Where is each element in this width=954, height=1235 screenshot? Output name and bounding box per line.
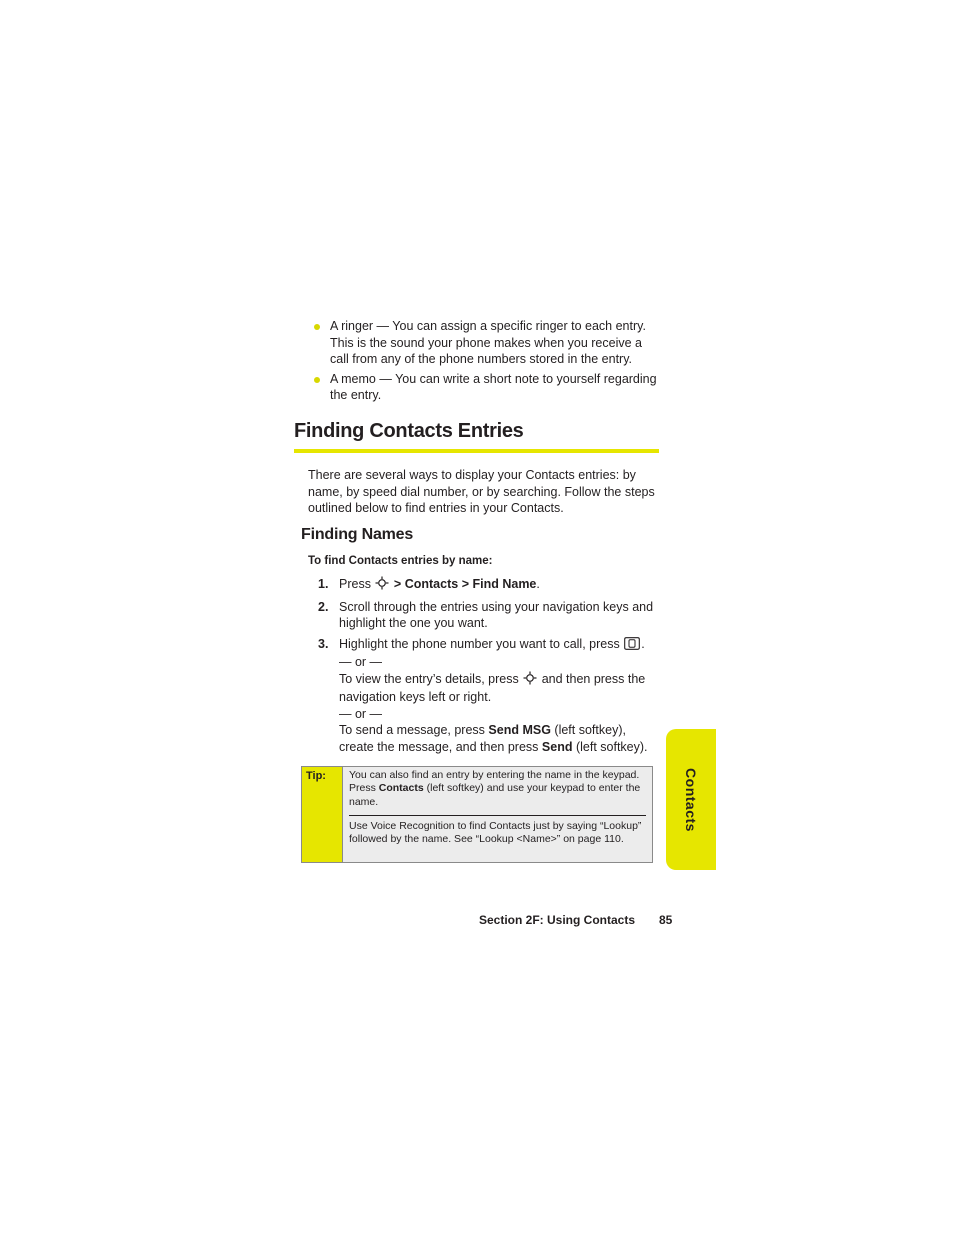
or-separator: — or — xyxy=(339,706,383,721)
page-number: 85 xyxy=(659,913,673,927)
section-title: Finding Contacts Entries xyxy=(294,420,659,453)
step-1 xyxy=(318,576,663,595)
softkey-contacts: Contacts xyxy=(378,782,424,795)
menu-separator: > xyxy=(393,577,402,591)
tip-body xyxy=(343,767,652,862)
softkey-send-msg: Send MSG xyxy=(488,723,551,737)
bullet-list xyxy=(312,318,662,407)
bullet-text: A memo — You can write a short note to yourself regarding the entry. xyxy=(330,371,657,402)
nav-key-icon xyxy=(375,576,389,595)
step-number: 1. xyxy=(318,577,329,591)
nav-key-icon xyxy=(523,671,537,690)
tip-divider xyxy=(349,815,646,816)
subsection-title: Finding Names xyxy=(301,526,414,543)
step-text: (left softkey), create the message, and then press xyxy=(339,723,626,754)
or-separator: — or — xyxy=(339,655,383,669)
bullet-item xyxy=(312,318,662,368)
step-text: . xyxy=(641,636,645,651)
bullet-text: A ringer — You can assign a specific ringer to each entry. This is the sound your phone makes when you receive a call from any of the phone numbers stored in the entry. xyxy=(330,319,646,366)
tip-text: (left softkey) and use your keypad to enter the name. xyxy=(349,782,641,808)
step-text: Highlight the phone number you want to call, press xyxy=(339,636,620,651)
step-text: . xyxy=(536,577,540,591)
tip-label: Tip: xyxy=(302,767,343,862)
step-3 xyxy=(318,636,663,756)
step-text: Press xyxy=(339,577,371,591)
side-tab-label: Contacts xyxy=(683,767,699,832)
bullet-icon xyxy=(314,377,320,383)
footer-section: Section 2F: Using Contacts xyxy=(479,913,636,927)
tip-paragraph xyxy=(349,820,646,851)
menu-item-find-name: Find Name xyxy=(472,577,537,591)
tip-box xyxy=(301,766,653,863)
step-text: Scroll through the entries using your navigation keys and highlight the one you want. xyxy=(339,599,654,630)
step-text: To send a message, press xyxy=(339,723,485,737)
side-tab xyxy=(666,729,716,870)
tip-text: Use Voice Recognition to find Contacts just by saying “Lookup” followed by the name. See “Lookup <Name>” on page 110. xyxy=(349,819,642,846)
procedure-title: To find Contacts entries by name: xyxy=(308,555,493,567)
tip-text: You can also find an entry by entering the name in the keypad. Press xyxy=(349,769,640,795)
step-number: 3. xyxy=(318,636,329,651)
section-intro: There are several ways to display your Contacts entries: by name, by speed dial number, or by searching. Follow the steps outlined below to find entries in your Contacts. xyxy=(308,468,655,515)
softkey-send: Send xyxy=(541,739,573,754)
menu-item-contacts: Contacts xyxy=(404,577,459,591)
bullet-item xyxy=(312,371,662,404)
step-text: (left softkey). xyxy=(575,739,648,754)
step-text: To view the entry’s details, press xyxy=(339,671,519,686)
tip-paragraph xyxy=(349,769,646,813)
bullet-icon xyxy=(314,324,320,330)
step-list xyxy=(318,576,663,759)
step-2 xyxy=(318,599,663,632)
talk-key-icon xyxy=(624,637,640,655)
step-number: 2. xyxy=(318,599,329,614)
step-text: and then press the navigation keys left or right. xyxy=(339,671,646,704)
menu-separator: > xyxy=(461,577,469,591)
